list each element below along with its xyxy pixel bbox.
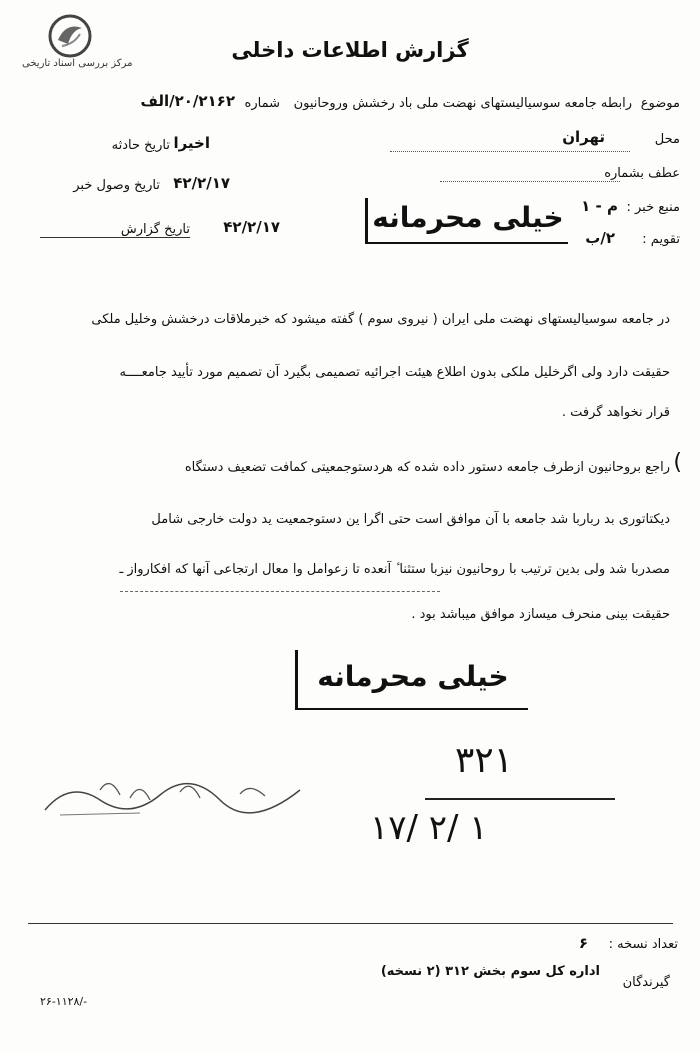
- report-date-value: ۴۲/۲/۱۷: [223, 218, 280, 236]
- document-title: گزارش اطلاعات داخلی: [231, 38, 469, 62]
- report-date-label: تاریخ گزارش: [120, 222, 190, 237]
- body-line-2: حقیقت دارد ولی اگرخلیل ملکی بدون اطلاع هیئت اجرائیه تصمیمی بگیرد آن تصمیم مورد تأیید جامعــــه: [119, 365, 670, 380]
- location-label: محل: [654, 132, 680, 147]
- evaluation-value: ۲/ب: [585, 229, 615, 247]
- location-value: تهران: [562, 128, 605, 146]
- reference-label: عطف بشماره: [604, 166, 680, 181]
- document-code: ۲۶-۱۱۲۸/-: [40, 995, 88, 1008]
- logo-caption: مرکز بررسی اسناد تاریخی: [22, 58, 133, 69]
- copies-value: ۶: [578, 934, 588, 952]
- location-dotted-line: [390, 150, 630, 152]
- body-line-7: حقیقت بینی منحرف میسازد موافق میباشد بود .: [411, 607, 670, 622]
- event-date-value: اخیرا: [173, 134, 210, 152]
- copies-label: تعداد نسخه :: [608, 937, 678, 952]
- report-date-underline: [40, 236, 190, 238]
- classification-stamp: خیلی محرمانه: [365, 198, 568, 244]
- body-line-1: در جامعه سوسیالیستهای نهضت ملی ایران ( نیروی سوم ) گفته میشود که خبرملاقات درخشش وخلیل ملکی: [91, 312, 670, 327]
- reference-dotted-line: [440, 180, 620, 182]
- paragraph-bracket: (: [673, 450, 682, 475]
- body-dashed-line: [120, 590, 440, 592]
- footer-divider: [28, 922, 673, 924]
- body-line-4: راجع بروحانیون ازطرف جامعه دستور داده شده که هردستوجمعیتی کمافت تضعیف دستگاه: [184, 460, 670, 475]
- classification-stamp-repeat: خیلی محرمانه: [295, 650, 528, 710]
- recipients-label: گیرندگان: [622, 975, 670, 990]
- body-line-6: مصدربا شد ولی بدین ترتیب با روحانیون نیزبا ستثنا ٔ آنعده تا زعوامل وا معال ارتجاعی آنها که افکارواز ـ: [119, 562, 670, 577]
- source-label: منبع خبر :: [626, 200, 680, 215]
- body-line-3: قرار نخواهد گرفت .: [561, 405, 670, 420]
- received-date-label: تاریخ وصول خبر: [73, 178, 160, 193]
- source-value: م - ۱: [581, 197, 618, 215]
- handwritten-number: ۳۲۱: [455, 740, 514, 781]
- event-date-label: تاریخ حادثه: [111, 138, 170, 153]
- handwritten-underline: [425, 798, 615, 800]
- subject-value: رابطه جامعه سوسیالیستهای نهضت ملی باد رخشش وروحانیون: [293, 96, 632, 111]
- recipients-value: اداره کل سوم بخش ۳۱۲ (۲ نسخه): [380, 964, 600, 979]
- evaluation-label: تقویم :: [642, 232, 680, 247]
- body-line-5: دیکتاتوری بد رباربا شد جامعه با آن موافق است حتی اگرا ین دستوجمعیت ید دولت خارجی شامل: [151, 512, 670, 527]
- subject-label: موضوع: [640, 96, 680, 111]
- number-value: ۲۰/۲۱۶۲/الف: [140, 92, 235, 110]
- signature-scribble-icon: [40, 770, 310, 820]
- handwritten-date: ۱۷/ ۲/ ۱: [370, 808, 488, 848]
- received-date-value: ۴۲/۲/۱۷: [173, 174, 230, 192]
- number-label: شماره: [244, 96, 280, 111]
